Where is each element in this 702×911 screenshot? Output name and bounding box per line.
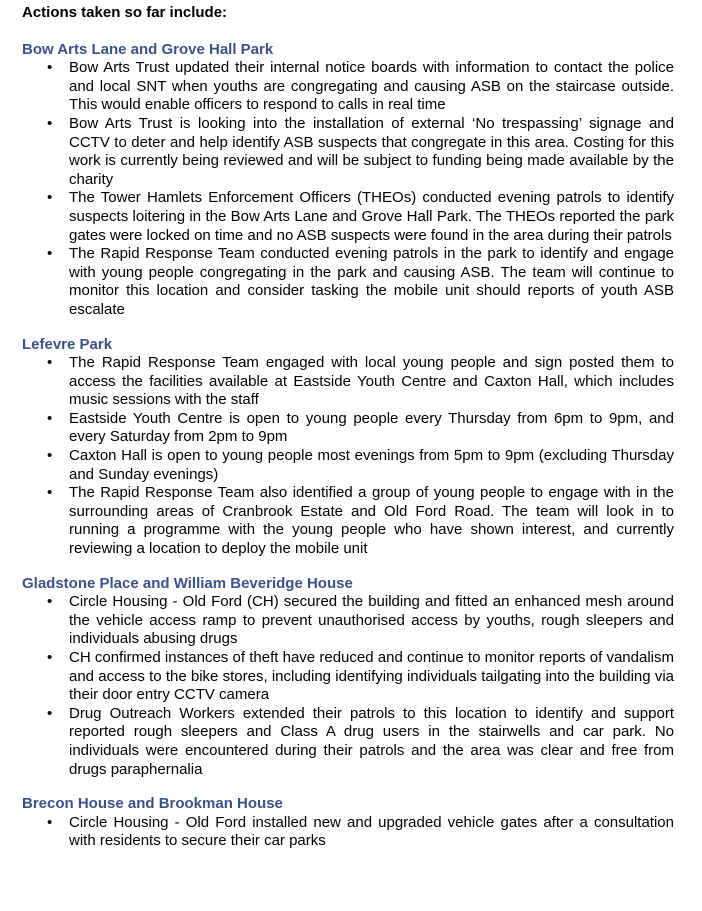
bullet-item: [22, 189, 674, 245]
bullet-text: Drug Outreach Workers extended their patrols to this location to identify and support reported rough sleepers and Class A drug users in the stairwells and car park. No individuals were encountered during their patrols and the area was clear and free from drugs paraphernalia: [69, 704, 674, 778]
bullet-text: The Tower Hamlets Enforcement Officers (THEOs) conducted evening patrols to identify suspects loitering in the Bow Arts Lane and Grove Hall Park. The THEOs reported the park gates were locked on time and no ASB suspects were found in the area during their patrols: [69, 189, 674, 244]
bullet-text: Circle Housing - Old Ford installed new and upgraded vehicle gates after a consultation with residents to secure their car parks: [69, 813, 674, 850]
bullet-item: [22, 649, 674, 705]
bullet-text: Caxton Hall is open to young people most evenings from 5pm to 9pm (excluding Thursday and Sunday evenings): [69, 447, 674, 483]
section-heading: Bow Arts Lane and Grove Hall Park: [22, 40, 274, 58]
bullet-item: [22, 593, 674, 649]
section-heading: Lefevre Park: [22, 335, 113, 353]
bullet-item: [22, 705, 674, 779]
bullet-icon: •: [47, 354, 53, 372]
bullet-item: [22, 59, 674, 115]
bullet-list: [22, 354, 674, 559]
section-heading: Gladstone Place and William Beveridge House: [22, 574, 353, 592]
bullet-text: Bow Arts Trust is looking into the installation of external ‘No trespassing’ signage and CCTV to deter and help identify ASB suspects that congregate in this area. Costing for this work is currently being reviewed and will be subject to funding being made available by the charity: [69, 114, 674, 188]
bullet-icon: •: [47, 245, 53, 263]
section-lefevre-park: [22, 336, 674, 559]
bullet-item: [22, 115, 674, 189]
section-gladstone-place: [22, 575, 674, 780]
bullet-icon: •: [47, 189, 53, 207]
bullet-text: The Rapid Response Team also identified a group of young people to engage with in the surrounding areas of Cranbrook Estate and Old Ford Road. The team will look in to running a programme with the young people who have shown interest, and currently reviewing a location to deploy the mobile unit: [69, 484, 674, 558]
bullet-icon: •: [47, 813, 53, 831]
bullet-icon: •: [47, 484, 53, 502]
bullet-text: The Rapid Response Team conducted evening patrols in the park to identify and engage with young people congregating in the park and causing ASB. The team will continue to monitor this location and consider tasking the mobile unit should reports of youth ASB escalate: [69, 245, 674, 318]
bullet-item: [22, 447, 674, 484]
section-heading: Brecon House and Brookman House: [22, 795, 283, 813]
bullet-item: [22, 484, 674, 558]
bullet-item: [22, 410, 674, 447]
bullet-icon: •: [47, 704, 53, 722]
bullet-list: [22, 593, 674, 779]
bullet-text: Bow Arts Trust updated their internal notice boards with information to contact the police and local SNT when youths are congregating and causing ASB on the staircase outside. This would enable officers to respond to calls in real time: [69, 59, 674, 114]
bullet-text: The Rapid Response Team engaged with local young people and sign posted them to access the facilities available at Eastside Youth Centre and Caxton Hall, which includes music sessions with the staff: [69, 354, 674, 409]
section-brecon-house: [22, 795, 674, 851]
bullet-icon: •: [47, 649, 53, 666]
bullet-list: [22, 59, 674, 319]
section-bow-arts-lane: [22, 41, 674, 320]
bullet-icon: •: [47, 447, 53, 465]
bullet-list: [22, 814, 674, 851]
bullet-item: [22, 354, 674, 410]
bullet-icon: •: [47, 593, 53, 611]
bullet-icon: •: [47, 409, 53, 427]
bullet-icon: •: [47, 59, 53, 77]
intro-heading: Actions taken so far include:: [22, 4, 228, 21]
bullet-text: Eastside Youth Centre is open to young people every Thursday from 6pm to 9pm, and every Saturday from 2pm to 9pm: [69, 409, 674, 446]
bullet-text: Circle Housing - Old Ford (CH) secured the building and fitted an enhanced mesh around the vehicle access ramp to prevent unauthorised access by youths, rough sleepers and individuals abusing drugs: [69, 593, 674, 648]
bullet-icon: •: [47, 114, 53, 132]
bullet-item: [22, 814, 674, 851]
bullet-text: CH confirmed instances of theft have reduced and continue to monitor reports of vandalism and access to the bike stores, including identifying individuals tailgating into the building via their door entry CCTV camera: [69, 649, 674, 704]
bullet-item: [22, 245, 674, 319]
